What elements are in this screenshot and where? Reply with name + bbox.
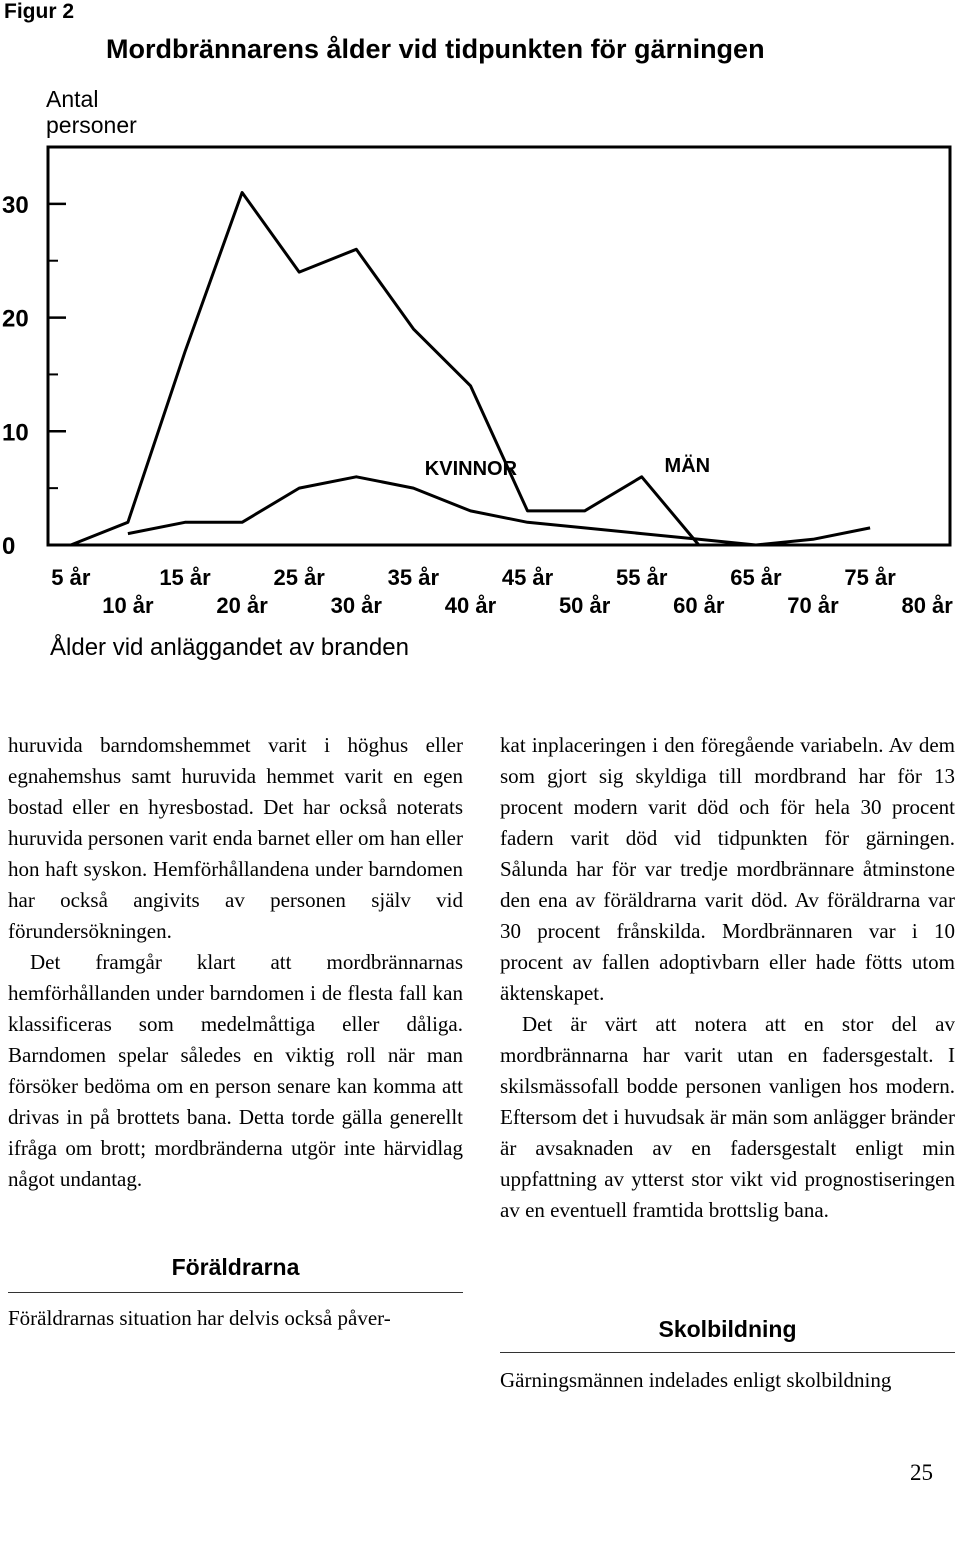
- y-tick-label: 20: [2, 305, 29, 333]
- y-axis-label-line-2: personer: [46, 112, 137, 138]
- x-tick-label: 25 år: [273, 565, 325, 590]
- y-tick-label: 10: [2, 419, 29, 447]
- figure-label: Figur 2: [4, 0, 75, 23]
- series-label-kvinnor: KVINNOR: [424, 458, 518, 480]
- x-tick-label: 35 år: [387, 565, 440, 590]
- age-line-chart: [0, 0, 960, 690]
- left-paragraph-1: huruvida barndomshemmet varit i höghus eller egnahemshus samt huruvida hemmet varit en egen bostad eller en hyresbostad. Det har också noterats huruvida personen varit enda barnet eller om han eller hon haft syskon. Hemförhållandena under barndomen har också angivits av personen själv vid förundersökningen.: [8, 733, 463, 943]
- x-tick-label: 45 år: [501, 565, 554, 590]
- x-tick-label: 60 år: [673, 593, 725, 618]
- page-number: 25: [910, 1460, 933, 1485]
- series-line-man: [71, 193, 870, 546]
- x-tick-label: 20 år: [216, 593, 268, 618]
- x-tick-label: 75 år: [844, 565, 896, 590]
- y-tick-label: 0: [2, 533, 16, 560]
- x-tick-label: 55 år: [616, 565, 668, 590]
- section-heading-skolbildning: Skolbildning: [658, 1316, 797, 1342]
- section-rule-right: [500, 1352, 955, 1353]
- series-line-kvinnor: [128, 477, 756, 545]
- right-paragraph-1: kat inplaceringen i den föregående variabeln. Av dem som gjort sig skyldiga till mordbrand har för 13 procent modern varit död och för hela 30 procent fadern varit död vid tidpunkten för gärningen. Sålunda har för var tredje mordbrännare åtminstone den ena av föräldrarna varit död. Av föräldrarna var 30 procent frånskilda. Mordbrännaren var i 10 procent av fallen adoptivbarn eller hade fötts utom äktenskapet.: [500, 733, 955, 1005]
- x-tick-label: 15 år: [159, 565, 211, 590]
- x-tick-label: 70 år: [787, 593, 839, 618]
- section-heading-foraldrarna: Föräldrarna: [171, 1254, 300, 1280]
- left-column: [8, 730, 463, 1195]
- plot-frame: [48, 147, 950, 545]
- y-tick-label: 30: [2, 191, 29, 219]
- x-tick-label: 10 år: [102, 593, 154, 618]
- x-tick-label: 5 år: [51, 565, 91, 590]
- left-after-heading-text: Föräldrarnas situation har delvis också påver-: [8, 1306, 391, 1330]
- x-tick-label: 30 år: [330, 593, 382, 618]
- right-column: [500, 730, 955, 1226]
- section-rule-left: [8, 1292, 463, 1293]
- x-tick-label: 80 år: [901, 593, 953, 618]
- right-after-heading-text: Gärningsmännen indelades enligt skolbildning: [500, 1368, 892, 1392]
- series-label-man: MÄN: [664, 455, 711, 477]
- right-paragraph-2: Det är värt att notera att en stor del av mordbrännarna har varit utan en fadersgestalt. I skilsmässofall bodde personen vanligen hos modern. Eftersom det i huvudsak är män som anlägger bränder är avsaknaden av en fadersgestalt enligt min uppfattning av ytterst stor vikt vid prognostiseringen av en eventuell framtida brottslig bana.: [500, 1012, 955, 1222]
- x-tick-label: 50 år: [558, 593, 611, 618]
- left-paragraph-2: Det framgår klart att mordbrännarnas hemförhållanden under barndomen i de flesta fall kan klassificeras som medelmåttiga eller dåliga. Barndomen spelar således en viktig roll när man försöker bedöma om en person senare kan komma att drivas in på brottets bana. Detta torde gälla generellt ifråga om brott; mordbränderna utgör inte härvidlag något undantag.: [8, 950, 463, 1191]
- x-axis-title: Ålder vid anläggandet av branden: [50, 634, 409, 661]
- x-tick-label: 65 år: [730, 565, 782, 590]
- y-axis-label-line-1: Antal: [46, 86, 99, 112]
- figure-title: Mordbrännarens ålder vid tidpunkten för gärningen: [106, 34, 765, 64]
- x-tick-label: 40 år: [444, 593, 497, 618]
